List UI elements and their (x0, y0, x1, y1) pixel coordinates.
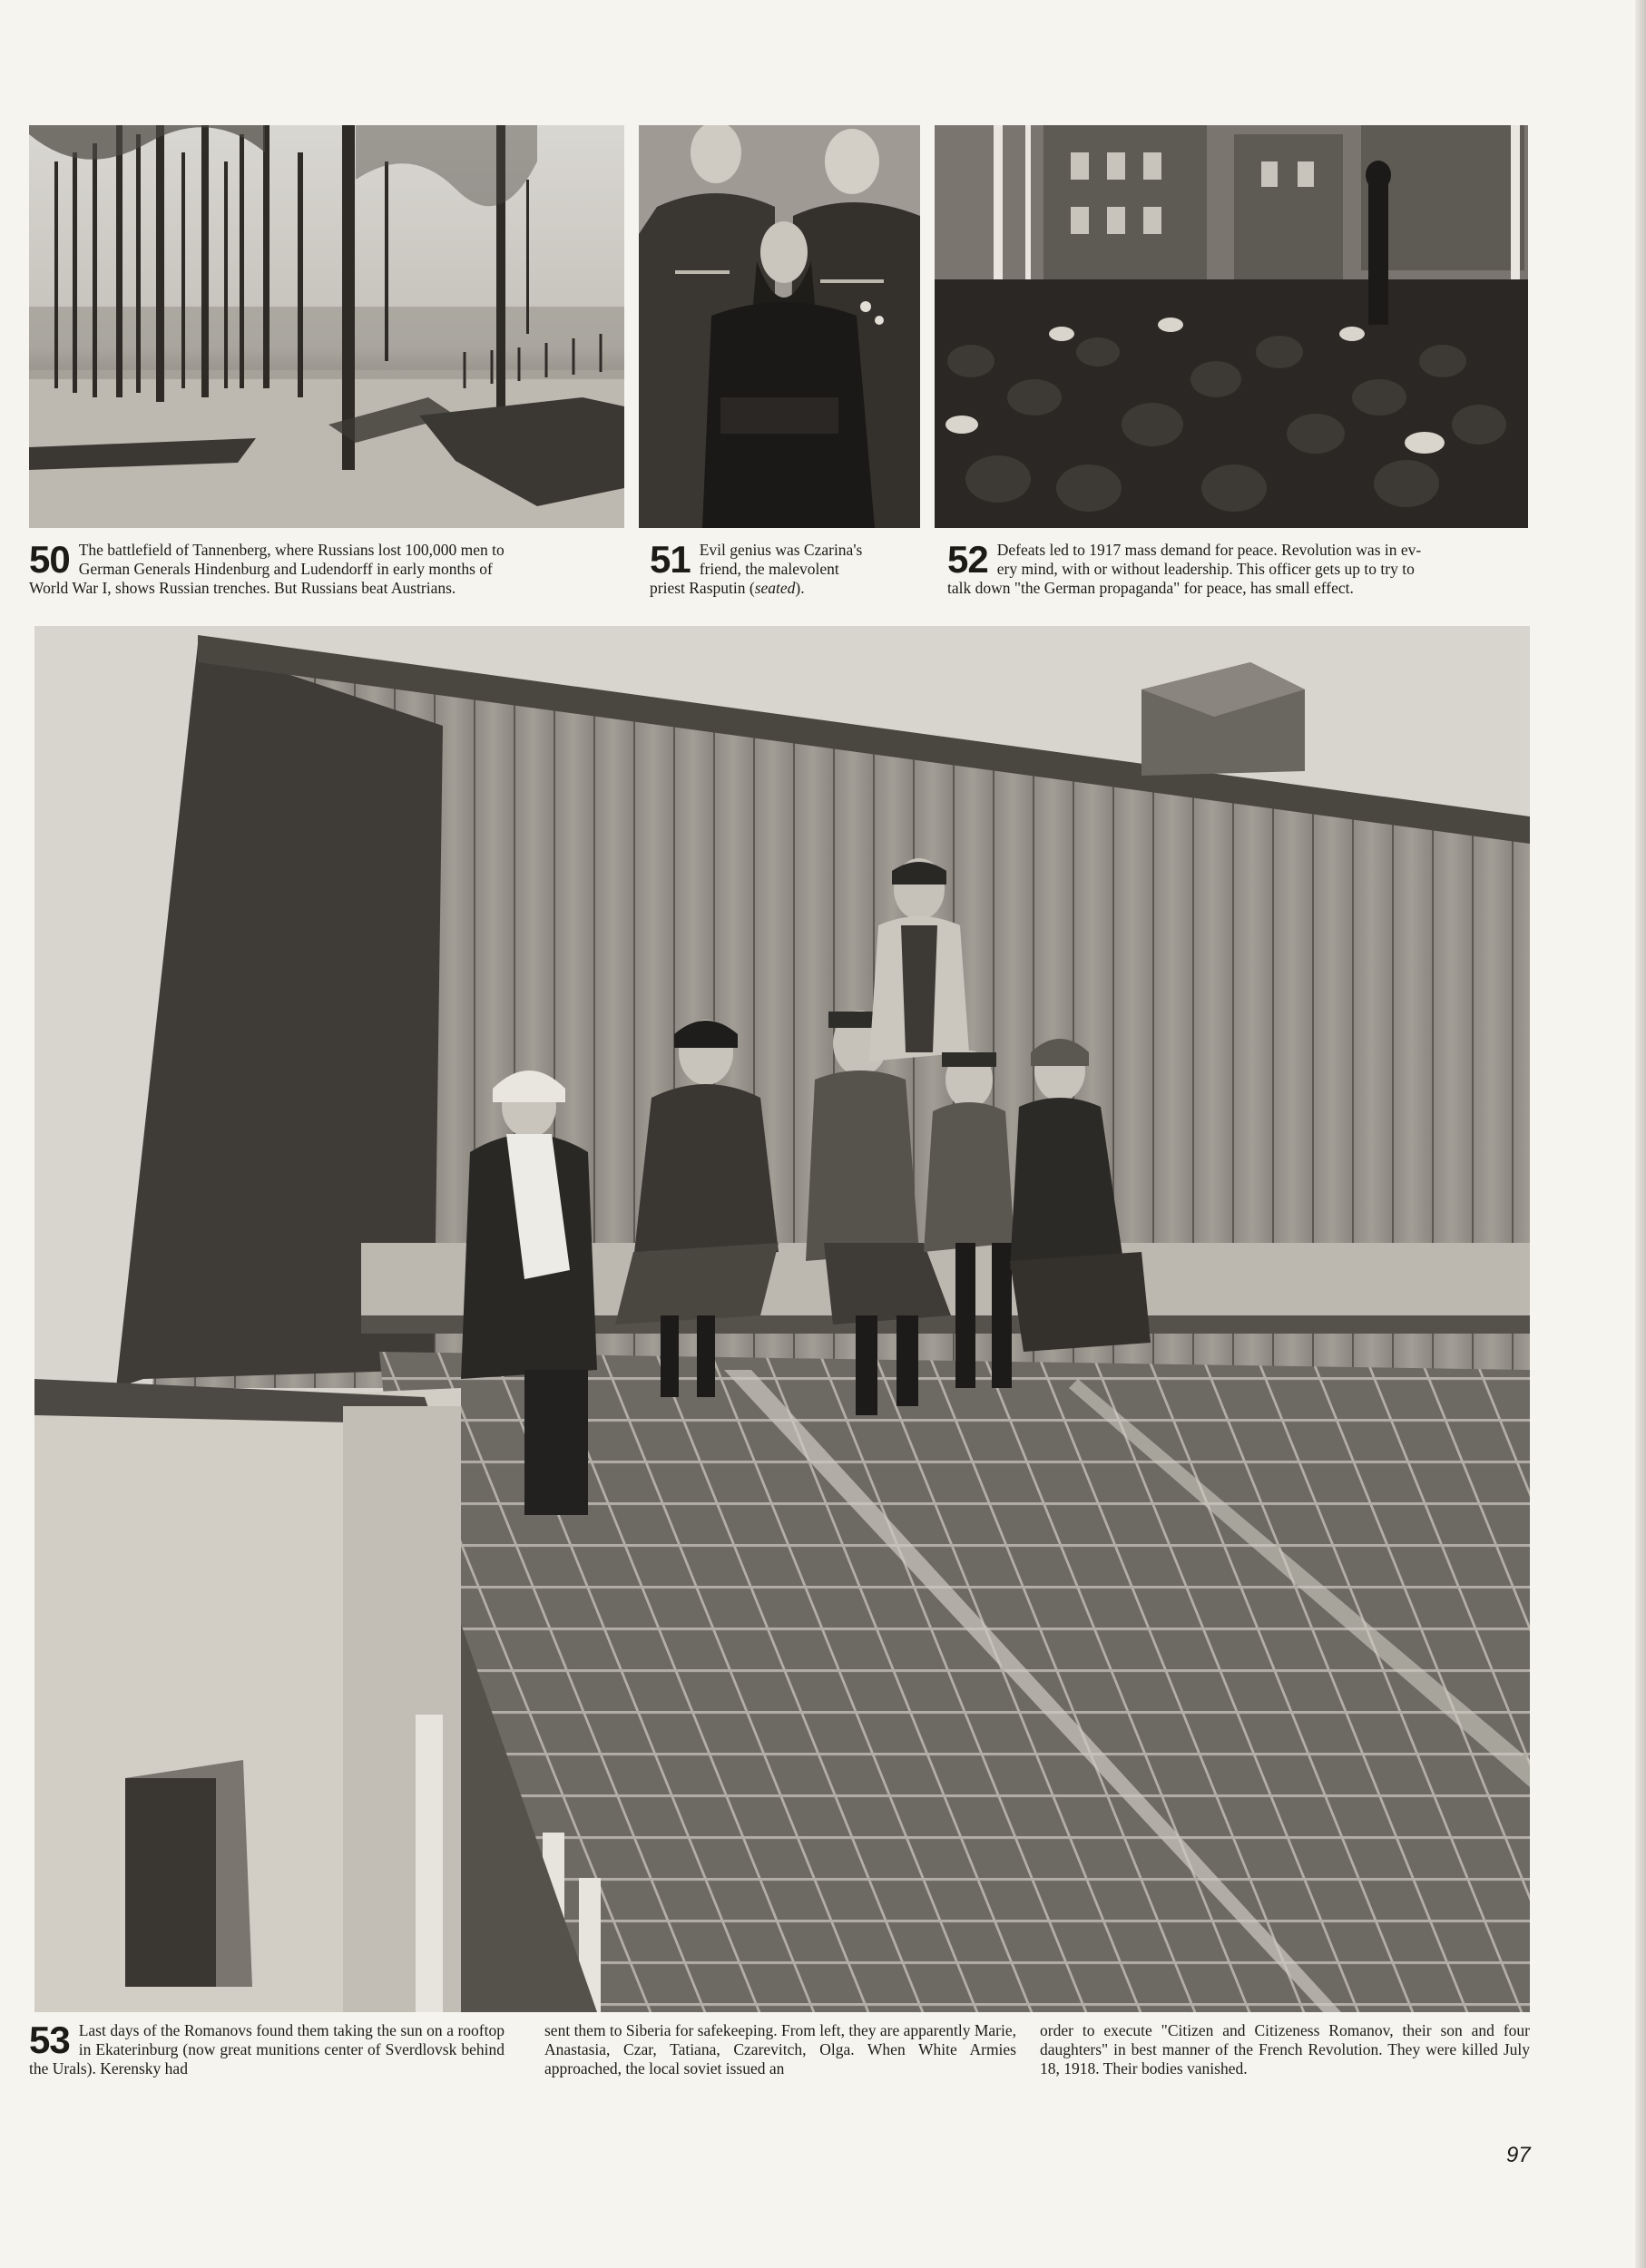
photo-51-rasputin-portrait (639, 125, 920, 528)
caption-52-line-3: talk down "the German propaganda" for peace, has small effect. (947, 579, 1354, 597)
caption-50-line-2: German Generals Hindenburg and Ludendorff in early months of (78, 560, 493, 578)
caption-50-line-1: The battlefield of Tannenberg, where Russians lost 100,000 men to (78, 541, 505, 559)
caption-53-col-1 (29, 2021, 505, 2078)
caption-51 (650, 538, 913, 598)
caption-51-line-1: Evil genius was Czarina's (699, 541, 863, 559)
photo-53-romanovs-rooftop (34, 626, 1530, 2012)
caption-number-50: 50 (29, 538, 70, 581)
caption-53-col-2: sent them to Siberia for safekeeping. From left, they are apparently Marie, Anastasia, Czar, Tatiana, Czarevitch, Olga. When White Armies approached, the local soviet issued an (544, 2021, 1016, 2077)
caption-53-col-3: order to execute "Citizen and Citizeness Romanov, their son and four daughters" in best manner of the French Revolution. They were killed July 18, 1918. Their bodies vanished. (1040, 2021, 1530, 2077)
caption-51-seated: seated (754, 579, 796, 597)
caption-number-52: 52 (947, 538, 988, 581)
caption-51-line-3-post: ). (795, 579, 805, 597)
caption-number-51: 51 (650, 538, 691, 581)
caption-51-line-2: friend, the malevolent (699, 560, 839, 578)
photo-50-tannenberg-battlefield (29, 125, 624, 528)
caption-50 (29, 538, 610, 598)
caption-51-line-3-pre: priest Rasputin ( (650, 579, 755, 597)
caption-52 (947, 538, 1528, 598)
caption-50-line-3: World War I, shows Russian trenches. But Russians beat Austrians. (29, 579, 456, 597)
page-edge (1635, 0, 1646, 2268)
page-number: 97 (1506, 2143, 1531, 2167)
caption-number-53: 53 (29, 2019, 70, 2061)
caption-52-line-2: ery mind, with or without leadership. This officer gets up to try to (996, 560, 1415, 578)
caption-52-line-1: Defeats led to 1917 mass demand for peace. Revolution was in ev- (996, 541, 1422, 559)
photo-52-crowd-officer (935, 125, 1528, 528)
caption-53-text-col-1: Last days of the Romanovs found them taking the sun on a rooftop in Ekaterinburg (now great munitions center of Sverdlovsk behind the Urals). Kerensky had (29, 2021, 505, 2077)
